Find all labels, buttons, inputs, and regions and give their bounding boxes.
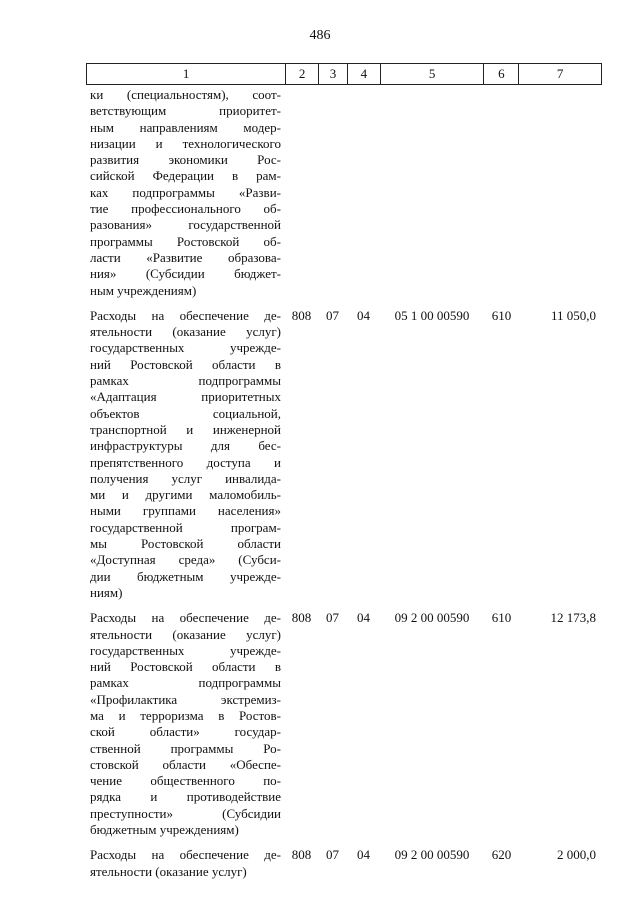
header-col-3: 3: [318, 64, 347, 84]
description-line: программы Ростовской об-: [90, 233, 281, 249]
description-line: рамках подпрограммы: [90, 373, 281, 389]
budget-table: [86, 63, 602, 880]
description-line: ми и другими маломобиль-: [90, 487, 281, 503]
ministry-code: [285, 87, 318, 299]
description-line: ния» (Субсидии бюджет-: [90, 266, 281, 282]
description-line: низации и технологического: [90, 135, 281, 151]
header-col-6: 6: [483, 64, 518, 84]
description-line: «Доступная среда» (Субси-: [90, 552, 281, 568]
section-code: 07: [326, 610, 339, 626]
description-line: мы Ростовской области: [90, 536, 281, 552]
amount: 2 000,0: [557, 847, 596, 863]
description-line: ниям): [90, 584, 123, 600]
header-col-2: 2: [285, 64, 318, 84]
header-col-4: 4: [347, 64, 380, 84]
description-line: ветствующим приоритет-: [90, 103, 281, 119]
description-line: ки (специальностям), соот-: [90, 87, 281, 102]
ministry-code: 808: [291, 610, 312, 626]
description-line: рамках подпрограммы: [90, 675, 281, 691]
table-row: [86, 87, 602, 299]
section-code: 07: [326, 847, 339, 863]
table-header: [86, 63, 602, 85]
description-line: дии бюджетным учрежде-: [90, 568, 281, 584]
table-row: [86, 610, 602, 838]
amount: [519, 87, 602, 299]
header-col-5: 5: [380, 64, 484, 84]
description-line: ятельности (оказание услуг): [90, 626, 281, 642]
target-article: 09 2 00 00590: [394, 847, 470, 863]
target-article: [380, 87, 484, 299]
table-row: [86, 308, 602, 601]
table-body: [86, 87, 602, 880]
description-line: ным направлениям модер-: [90, 119, 281, 135]
description-line: ласти «Развитие образова-: [90, 249, 281, 265]
page-number: 486: [309, 28, 331, 43]
description-line: инфраструктуры для бес-: [90, 438, 281, 454]
target-article: 09 2 00 00590: [394, 610, 470, 626]
section-code: 07: [326, 307, 339, 323]
row-description: [86, 87, 285, 299]
description-line: ятельности (оказание услуг): [90, 324, 281, 340]
description-line: «Профилактика экстремиз-: [90, 691, 281, 707]
expense-type: [484, 87, 519, 299]
section-code: [318, 87, 347, 299]
subsection-code: 04: [357, 307, 370, 323]
description-line: ках подпрограммы «Разви-: [90, 184, 281, 200]
description-line: «Адаптация приоритетных: [90, 389, 281, 405]
description-line: чение общественного по-: [90, 773, 281, 789]
description-line: препятственного доступа и: [90, 454, 281, 470]
ministry-code: 808: [291, 307, 312, 323]
ministry-code: 808: [291, 847, 312, 863]
description-line: ской области» государ-: [90, 724, 281, 740]
row-description: [86, 308, 285, 601]
row-description: [86, 847, 285, 880]
header-col-7: 7: [518, 64, 601, 84]
expense-type: 620: [491, 847, 512, 863]
description-line: государственных учрежде-: [90, 642, 281, 658]
description-line: разования» государственной: [90, 217, 281, 233]
description-line: рядка и противодействие: [90, 789, 281, 805]
header-col-1: 1: [182, 66, 190, 81]
row-description: [86, 610, 285, 838]
description-line: ным учреждениям): [90, 282, 197, 298]
subsection-code: 04: [357, 610, 370, 626]
description-line: Расходы на обеспечение де-: [90, 847, 281, 863]
description-line: тие профессионального об-: [90, 201, 281, 217]
description-line: Расходы на обеспечение де-: [90, 610, 281, 626]
amount: 12 173,8: [550, 610, 596, 626]
description-line: транспортной и инженерной: [90, 421, 281, 437]
subsection-code: [347, 87, 380, 299]
description-line: ма и терроризма в Ростов-: [90, 707, 281, 723]
description-line: развития экономики Рос-: [90, 152, 281, 168]
description-line: ственной программы Ро-: [90, 740, 281, 756]
description-line: ными группами населения»: [90, 503, 281, 519]
description-line: Расходы на обеспечение де-: [90, 307, 281, 323]
description-line: государственных учрежде-: [90, 340, 281, 356]
description-line: получения услуг инвалида-: [90, 470, 281, 486]
expense-type: 610: [491, 610, 512, 626]
description-line: преступности» (Субсидии: [90, 805, 281, 821]
expense-type: 610: [491, 307, 512, 323]
description-line: ний Ростовской области в: [90, 356, 281, 372]
target-article: 05 1 00 00590: [394, 307, 470, 323]
description-line: ятельности (оказание услуг): [90, 863, 247, 879]
table-row: [86, 847, 602, 880]
description-line: государственной програм-: [90, 519, 281, 535]
description-line: объектов социальной,: [90, 405, 281, 421]
description-line: стовской области «Обеспе-: [90, 756, 281, 772]
description-line: сийской Федерации в рам-: [90, 168, 281, 184]
subsection-code: 04: [357, 847, 370, 863]
amount: 11 050,0: [550, 307, 596, 323]
description-line: бюджетным учреждениям): [90, 822, 239, 838]
description-line: ний Ростовской области в: [90, 659, 281, 675]
